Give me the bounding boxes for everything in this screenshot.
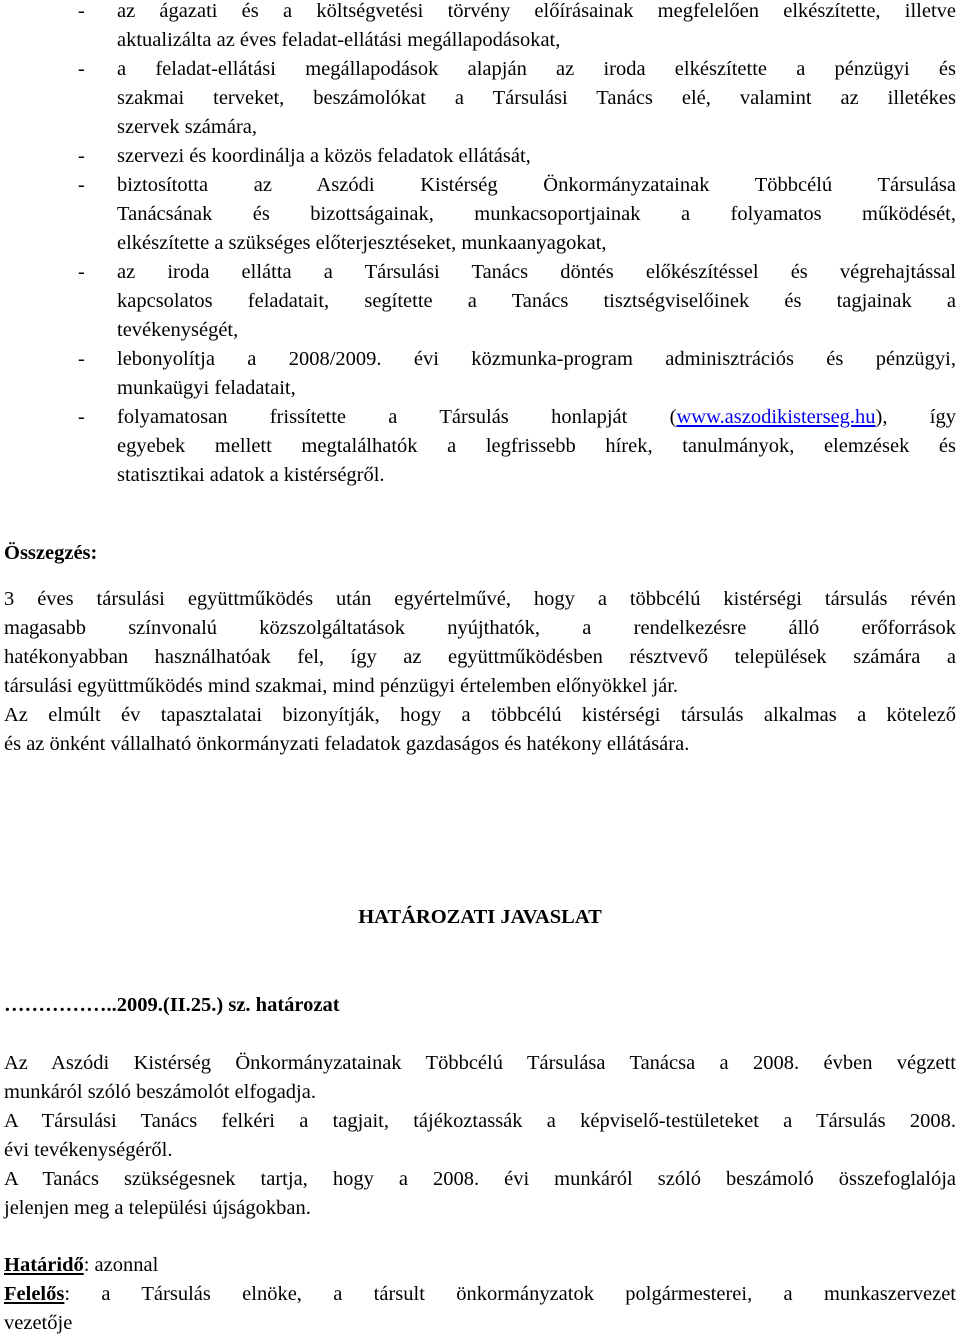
list-item-line (117, 403, 956, 432)
resolution-line: A Társulási Tanács felkéri a tagjait, tájékoztassák a képviselő-testületeket a Társulás 2008. (4, 1110, 956, 1132)
list-item-line: elkészítette a szükséges előterjesztéseket, munkaanyagokat, (117, 232, 607, 254)
resolution-number: ……………..2009.(II.25.) sz. határozat (4, 994, 340, 1016)
list-dash: - (78, 261, 85, 283)
list-dash: - (78, 145, 85, 167)
summary-line: 3 éves társulási együttműködés után egyértelművé, hogy a többcélú kistérségi társulás révén (4, 588, 956, 610)
list-dash: - (78, 0, 85, 22)
summary-heading: Összegzés: (4, 542, 98, 564)
list-item-text: ), így (875, 406, 956, 428)
list-item-line: statisztikai adatok a kistérségről. (117, 464, 385, 486)
list-item-line: az iroda ellátta a Társulási Tanács döntés előkészítéssel és végrehajtással (117, 261, 956, 283)
summary-line: hatékonyabban használhatóak fel, így az együttműködésben résztvevő települések számára a (4, 646, 956, 668)
list-item-line: szakmai terveket, beszámolókat a Társulási Tanács elé, valamint az illetékes (117, 87, 956, 109)
list-item-line: kapcsolatos feladatait, segítette a Tanács tisztségviselőinek és tagjainak a (117, 290, 956, 312)
deadline-label: Határidő (4, 1254, 84, 1276)
deadline-value: : azonnal (83, 1254, 159, 1276)
summary-line: Az elmúlt év tapasztalatai bizonyítják, hogy a többcélú kistérségi társulás alkalmas a kötelező (4, 704, 956, 726)
list-item-line: egyebek mellett megtalálhatók a legfrissebb hírek, tanulmányok, elemzések és (117, 435, 956, 457)
responsible-label: Felelős (4, 1283, 65, 1305)
list-item-line: szervek számára, (117, 116, 257, 138)
list-item-line: aktualizálta az éves feladat-ellátási megállapodásokat, (117, 29, 561, 51)
list-dash: - (78, 406, 85, 428)
resolution-line: jelenjen meg a települési újságokban. (4, 1197, 311, 1219)
list-item-line: lebonyolítja a 2008/2009. évi közmunka-program adminisztrációs és pénzügyi, (117, 348, 956, 370)
list-item-line: biztosította az Aszódi Kistérség Önkormányzatainak Többcélú Társulása (117, 174, 956, 196)
resolution-line: évi tevékenységéről. (4, 1139, 173, 1161)
website-link[interactable]: www.aszodikisterseg.hu (676, 406, 876, 428)
summary-line: és az önként vállalható önkormányzati feladatok gazdaságos és hatékony ellátására. (4, 733, 690, 755)
list-item-line: szervezi és koordinálja a közös feladatok ellátását, (117, 145, 531, 167)
resolution-title: HATÁROZATI JAVASLAT (358, 906, 602, 928)
list-item-line: munkaügyi feladatait, (117, 377, 296, 399)
resolution-line: munkáról szóló beszámolót elfogadja. (4, 1081, 316, 1103)
list-dash: - (78, 348, 85, 370)
list-item-text: folyamatosan frissítette a Társulás honlapját ( (117, 406, 677, 428)
list-item-line: az ágazati és a költségvetési törvény előírásainak megfelelően elkészítette, illetve (117, 0, 956, 22)
list-item-line: a feladat-ellátási megállapodások alapján az iroda elkészítette a pénzügyi és (117, 58, 956, 80)
list-dash: - (78, 174, 85, 196)
list-item-line: Tanácsának és bizottságainak, munkacsoportjainak a folyamatos működését, (117, 203, 956, 225)
summary-line: magasabb színvonalú közszolgáltatások nyújthatók, a rendelkezésre álló erőforrások (4, 617, 956, 639)
responsible-line-continued: vezetője (4, 1312, 73, 1334)
deadline-line (4, 1251, 956, 1280)
responsible-line (4, 1280, 956, 1309)
list-item-line: tevékenységét, (117, 319, 239, 341)
responsible-value: : a Társulás elnöke, a társult önkormányzatok polgármesterei, a munkaszervezet (64, 1283, 956, 1305)
list-dash: - (78, 58, 85, 80)
resolution-line: A Tanács szükségesnek tartja, hogy a 2008. évi munkáról szóló beszámoló összefoglalója (4, 1168, 956, 1190)
summary-line: társulási együttműködés mind szakmai, mind pénzügyi értelemben előnyökkel jár. (4, 675, 679, 697)
resolution-line: Az Aszódi Kistérség Önkormányzatainak Többcélú Társulása Tanácsa a 2008. évben végzett (4, 1052, 956, 1074)
